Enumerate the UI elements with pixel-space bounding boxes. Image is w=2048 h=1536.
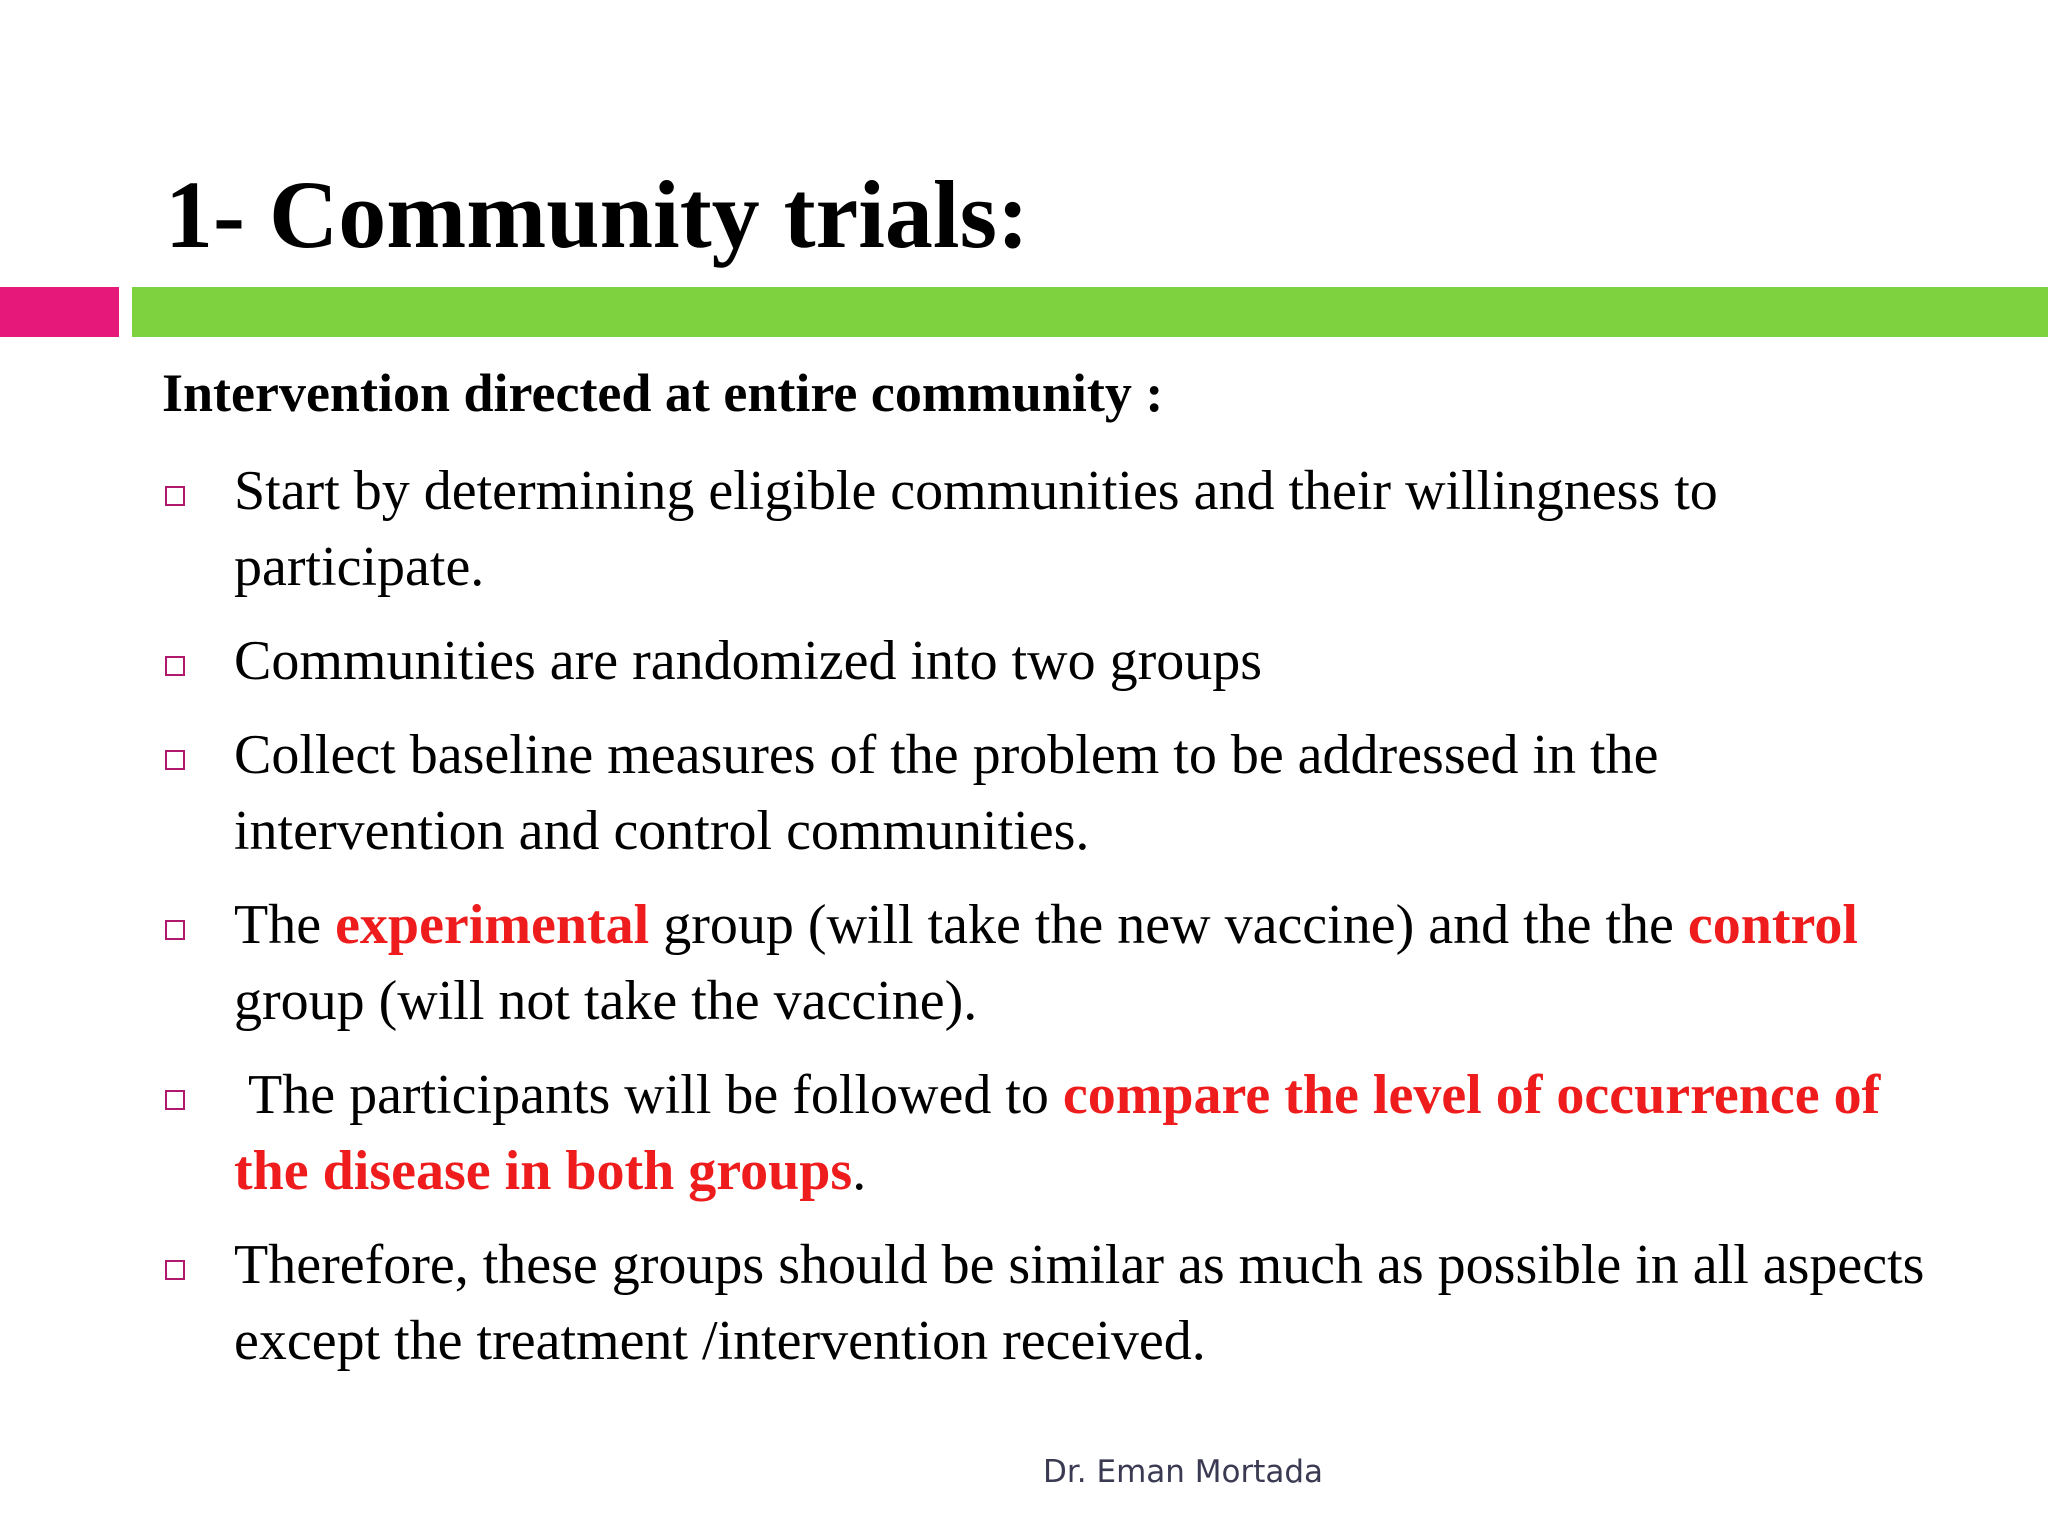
bullet-text-segment: . — [852, 1140, 867, 1202]
bullet-item-3 — [162, 717, 1942, 869]
bullet-text-segment: The — [234, 894, 336, 956]
square-bullet-icon — [165, 486, 185, 506]
bullet-text: Communities are randomized into two groups — [234, 630, 1263, 692]
bullet-item-1 — [162, 453, 1942, 605]
highlight-control: control — [1687, 894, 1858, 956]
bullet-item-4 — [162, 887, 1942, 1039]
highlight-compare: compare the level of occurrence of the disease in both groups — [234, 1064, 1881, 1202]
bullet-item-5 — [162, 1057, 1942, 1209]
bullet-text: Start by determining eligible communities and their willingness to participate. — [234, 460, 1718, 598]
bullet-list — [162, 453, 1942, 1397]
green-accent-bar — [132, 287, 2048, 337]
bullet-text-segment: group (will not take the vaccine). — [234, 970, 978, 1032]
highlight-experimental: experimental — [335, 894, 650, 956]
subheading: Intervention directed at entire community : — [162, 363, 1164, 423]
bullet-text: Therefore, these groups should be similar as much as possible in all aspects except the treatment /intervention received. — [234, 1234, 1925, 1372]
bullet-item-2 — [162, 623, 1942, 699]
bullet-text-segment: The participants will be followed to — [234, 1064, 1063, 1126]
square-bullet-icon — [165, 656, 185, 676]
square-bullet-icon — [165, 750, 185, 770]
square-bullet-icon — [165, 920, 185, 940]
slide-title: 1- Community trials: — [165, 161, 1029, 268]
pink-accent-bar — [0, 287, 119, 337]
bullet-text: Collect baseline measures of the problem to be addressed in the intervention and control communities. — [234, 724, 1659, 862]
bullet-item-6 — [162, 1227, 1942, 1379]
square-bullet-icon — [165, 1090, 185, 1110]
square-bullet-icon — [165, 1260, 185, 1280]
bullet-text-segment: group (will take the new vaccine) and the the — [649, 894, 1688, 956]
footer-author: Dr. Eman Mortada — [1043, 1454, 1324, 1490]
